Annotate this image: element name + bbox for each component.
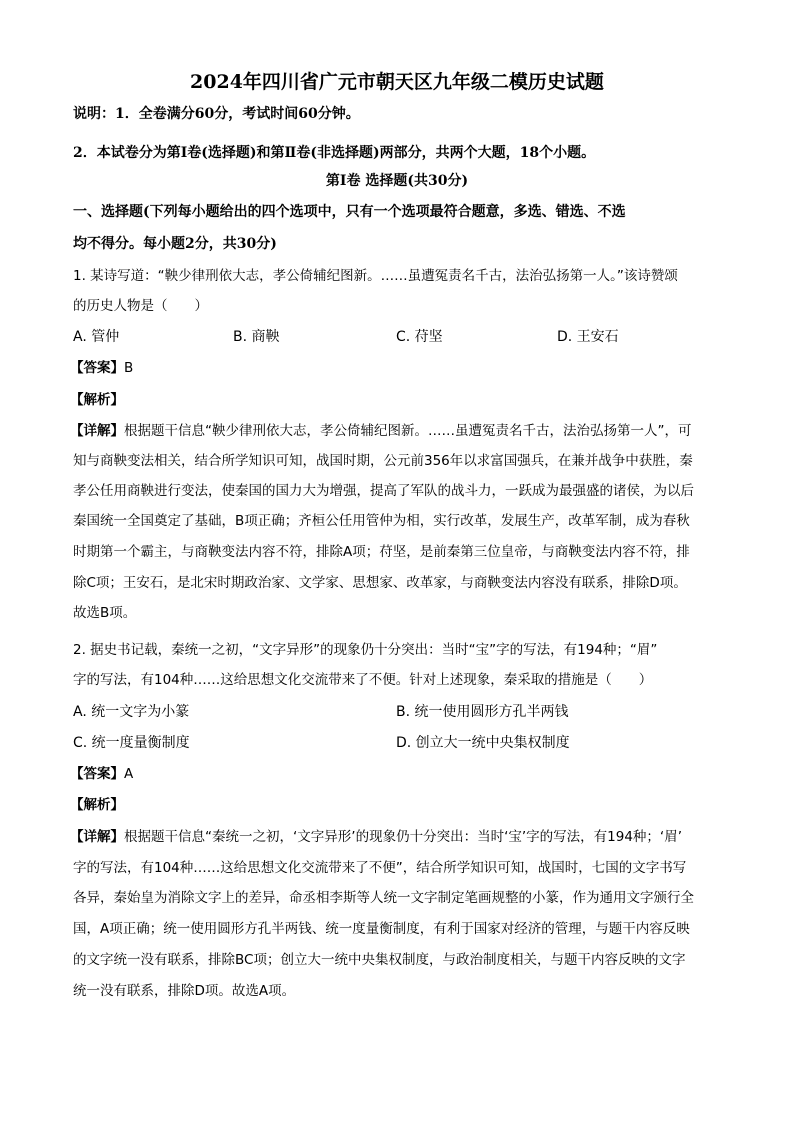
q1-option-c: C. 苻坚: [396, 329, 443, 345]
q1-detail-line-7: 故选B项。: [73, 605, 137, 621]
instructions-line-1: 说明：1．全卷满分60分，考试时间60分钟。: [73, 106, 360, 122]
q1-answer: [70, 358, 720, 378]
q2-analysis-tag: 【解析】: [70, 797, 124, 813]
q1-analysis-tag: 【解析】: [70, 392, 124, 408]
q1-option-a: A. 管仲: [73, 329, 120, 345]
q2-answer: [70, 764, 720, 784]
q2-detail-line-3: 各异，秦始皇为消除文字上的差异，命丞相李斯等人统一文字制定笔画规整的小篆，作为通用文字颁行全: [73, 890, 694, 906]
q2-option-d: D. 创立大一统中央集权制度: [396, 735, 570, 751]
q2-answer-tag: 【答案】: [70, 766, 124, 782]
q2-detail-tag: 【详解】: [70, 829, 124, 845]
q1-option-b: B. 商鞅: [233, 329, 280, 345]
q1-detail-line-5: 时期第一个霸主，与商鞅变法内容不符，排除A项；苻坚，是前秦第三位皇帝，与商鞅变法内容不符，排: [73, 544, 690, 560]
q2-detail-line-1: [70, 827, 720, 847]
q1-detail-text-1: 根据题干信息“鞅少律刑依大志，孝公倚辅纪图新。……虽遭冤责名千古，法治弘扬第一人”，可: [124, 423, 692, 439]
q2-detail-line-5: 的文字统一没有联系，排除BC项；创立大一统中央集权制度，与政治制度相关，与题干内容反映的文字: [73, 952, 686, 968]
q1-detail-line-2: 知与商鞅变法相关，结合所学知识可知，战国时期，公元前356年以求富国强兵，在兼并战争中获胜，秦: [73, 453, 693, 469]
q2-detail-line-6: 统一没有联系，排除D项。故选A项。: [73, 983, 296, 999]
q1-stem-line-2: 的历史人物是（ ）: [73, 298, 208, 314]
instructions-line-2: 2．本试卷分为第Ⅰ卷(选择题)和第Ⅱ卷(非选择题)两部分，共两个大题，18个小题。: [73, 145, 596, 161]
q2-detail-line-2: 字的写法，有104种……这给思想文化交流带来了不便”，结合所学知识可知，战国时，七国的文字书写: [73, 860, 687, 876]
q1-stem-line-1: 1. 某诗写道：“鞅少律刑依大志，孝公倚辅纪图新。……虽遭冤责名千古，法治弘扬第一人。”该诗赞颂: [73, 268, 678, 284]
q1-answer-tag: 【答案】: [70, 360, 124, 376]
q2-stem-line-2: 字的写法，有104种……这给思想文化交流带来了不便。针对上述现象，秦采取的措施是（ ）: [73, 672, 653, 688]
q1-detail-line-1: [70, 421, 720, 441]
q1-detail-tag: 【详解】: [70, 423, 124, 439]
q2-option-c: C. 统一度量衡制度: [73, 735, 190, 751]
q1-detail-line-4: 秦国统一全国奠定了基础，B项正确；齐桓公任用管仲为相，实行改革，发展生产，改革军制，成为春秋: [73, 513, 690, 529]
q2-option-a: A. 统一文字为小篆: [73, 704, 190, 720]
section1-heading-line-2: 均不得分。每小题2分，共30分): [73, 236, 277, 252]
q2-detail-text-1: 根据题干信息“秦统一之初，‘文字异形’的现象仍十分突出：当时‘宝’字的写法，有194种；‘眉’: [124, 829, 683, 845]
q1-detail-line-3: 孝公任用商鞅进行变法，使秦国的国力大为增强，提高了军队的战斗力，一跃成为最强盛的诸侯，为以后: [73, 483, 694, 499]
q1-option-d: D. 王安石: [557, 329, 619, 345]
q2-option-b: B. 统一使用圆形方孔半两钱: [396, 704, 569, 720]
q1-detail-line-6: 除C项；王安石，是北宋时期政治家、文学家、思想家、改革家，与商鞅变法内容没有联系，排除D项。: [73, 575, 687, 591]
section1-heading-line-1: 一、选择题(下列每小题给出的四个选项中，只有一个选项最符合题意，多选、错选、不选: [73, 204, 626, 220]
q2-stem-line-1: 2. 据史书记载，秦统一之初，“文字异形”的现象仍十分突出：当时“宝”字的写法，有194种；“眉”: [73, 642, 658, 658]
q2-detail-line-4: 国，A项正确；统一使用圆形方孔半两钱、统一度量衡制度，有利于国家对经济的管理，与题干内容反映: [73, 921, 690, 937]
q1-answer-value: B: [124, 360, 134, 376]
page-title: 2024年四川省广元市朝天区九年级二模历史试题: [190, 71, 604, 93]
q2-answer-value: A: [124, 766, 134, 782]
part1-heading: 第Ⅰ卷 选择题(共30分): [325, 173, 469, 189]
